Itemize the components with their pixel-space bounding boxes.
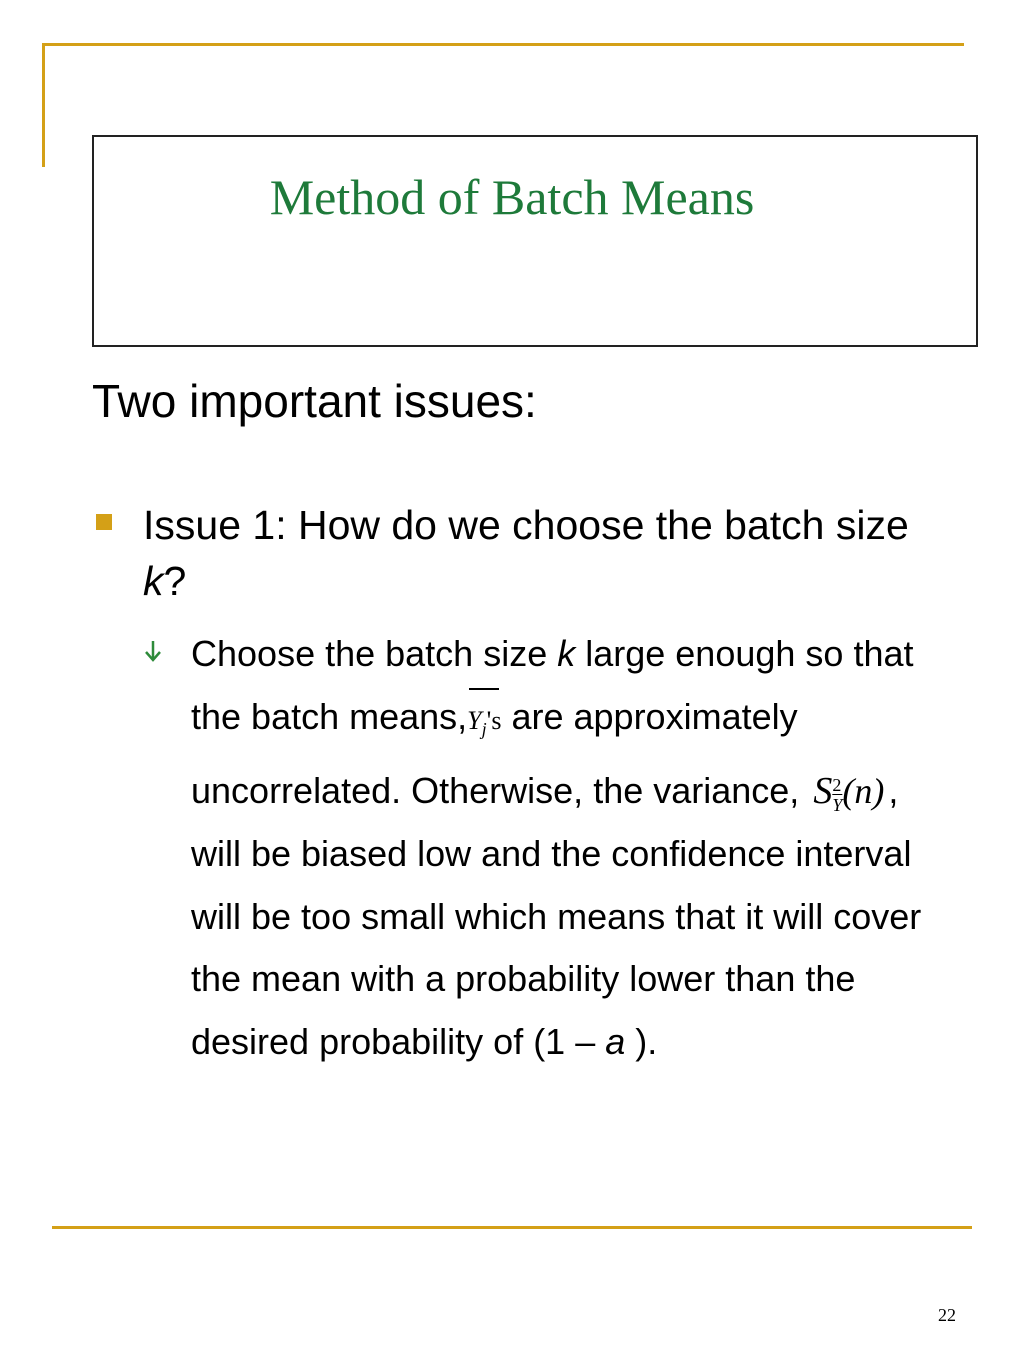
var-a: a xyxy=(605,1020,626,1062)
var-k-inline: k xyxy=(557,633,576,674)
square-bullet-icon xyxy=(96,514,112,530)
math-sup: 2 xyxy=(832,775,842,796)
subpoint-text-2: large enough so that the batch means, xyxy=(191,633,914,737)
page-number: 22 xyxy=(938,1305,956,1325)
subpoint-text-3: are approximately uncorrelated. Otherwise, the variance, xyxy=(191,695,810,812)
title-box xyxy=(92,135,978,347)
math-S: S xyxy=(813,770,833,813)
bottom-rule xyxy=(52,1226,972,1229)
math-sub: Y xyxy=(832,795,843,816)
subpoint-batch-size xyxy=(191,623,951,1073)
batch-means-formula xyxy=(467,690,501,761)
math-n: (n) xyxy=(842,771,885,812)
var-k: k xyxy=(143,558,164,604)
subpoint-text-1: Choose the batch size xyxy=(191,633,558,674)
math-s: 's xyxy=(486,705,502,735)
issue-1-suffix: ? xyxy=(163,558,187,604)
issue-1-text: Issue 1: How do we choose the batch size xyxy=(143,502,909,548)
down-arrow-bullet-icon xyxy=(143,638,163,664)
subpoint-text-4: , will be biased low and the confidence interval will be too small which means that it will cover the mean with a probability lower than the desired probability of (1 – xyxy=(191,770,922,1062)
top-rule xyxy=(42,43,964,46)
bullet-issue-1 xyxy=(143,497,943,609)
section-heading: Two important issues: xyxy=(92,375,537,427)
left-rule xyxy=(42,43,45,167)
math-y: Y xyxy=(467,705,482,735)
overline-bar xyxy=(469,688,499,690)
math-j: j xyxy=(481,718,487,739)
variance-formula xyxy=(813,760,884,823)
subpoint-text-5: ). xyxy=(625,1020,658,1062)
slide-title: Method of Batch Means xyxy=(269,169,755,225)
math-script xyxy=(832,775,842,815)
